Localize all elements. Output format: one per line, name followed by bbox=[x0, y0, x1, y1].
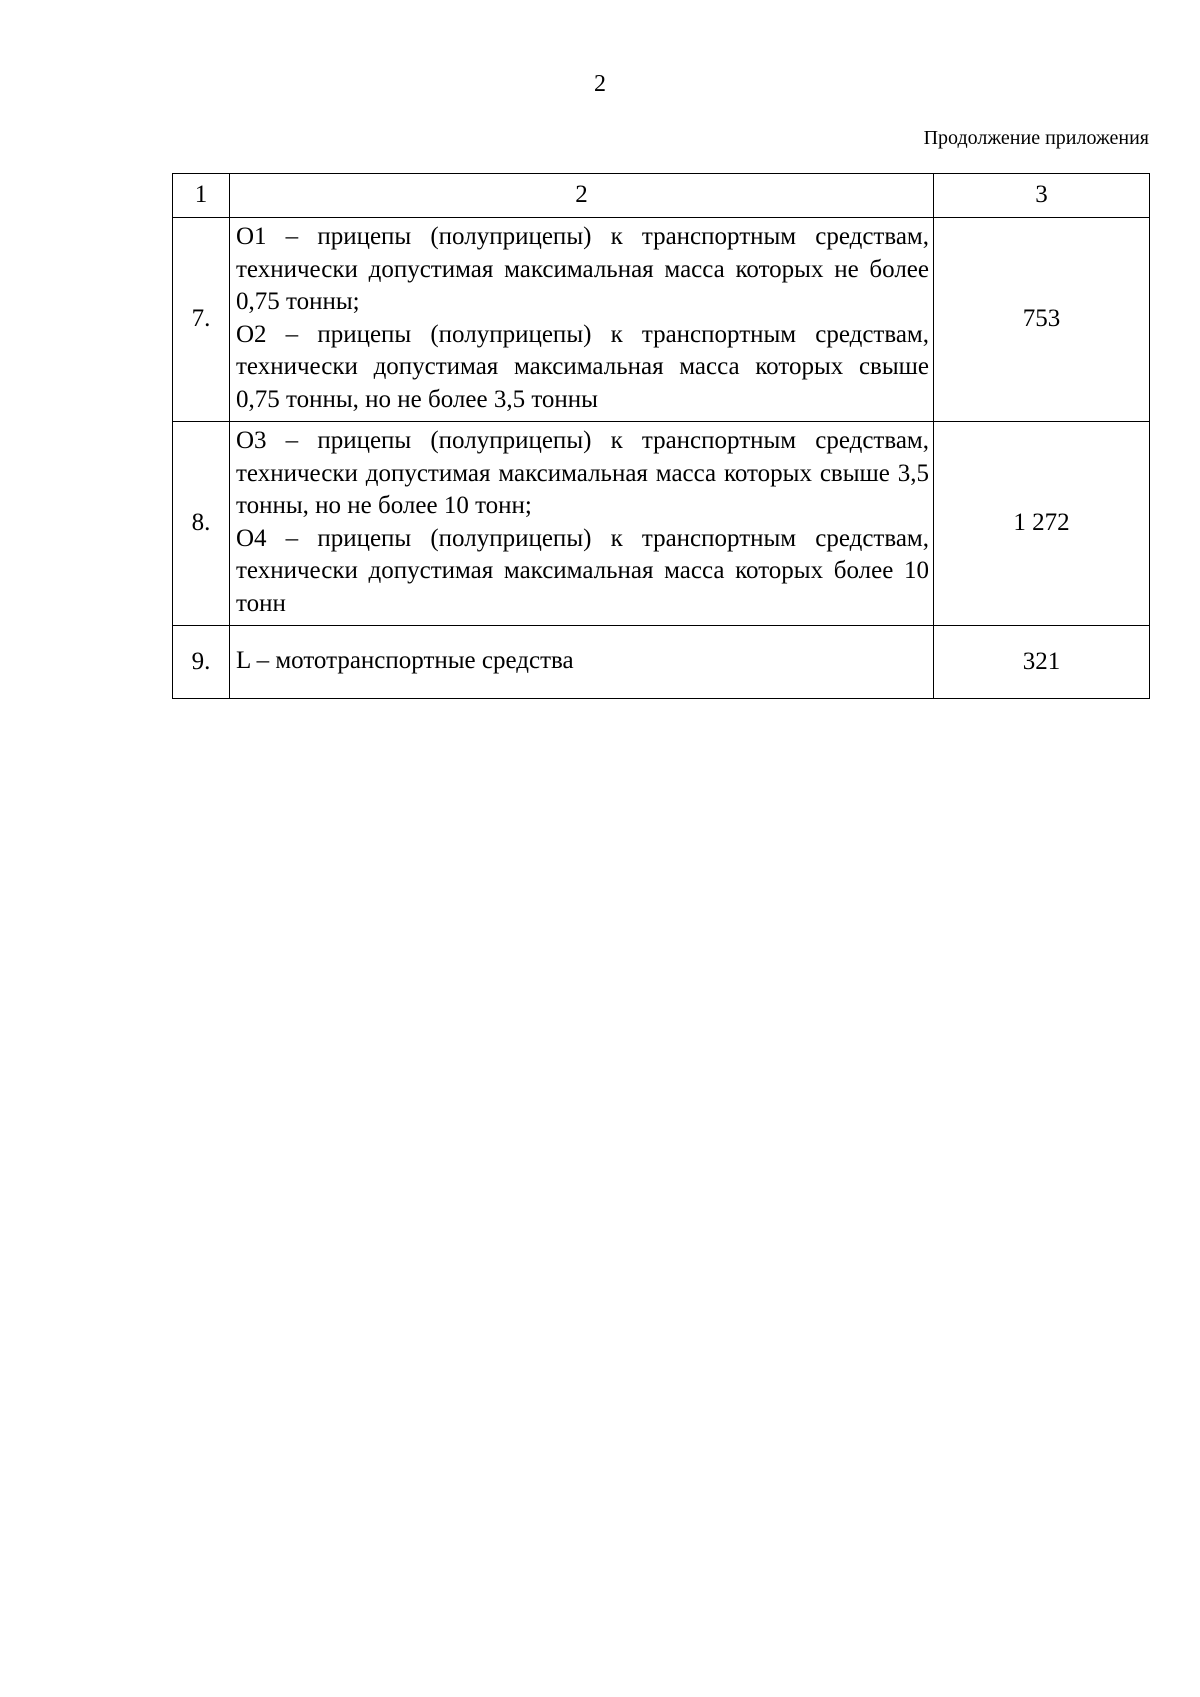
row-value: 1 272 bbox=[934, 422, 1150, 626]
row-value: 321 bbox=[934, 626, 1150, 699]
row-number: 7. bbox=[173, 218, 230, 422]
table-row bbox=[173, 218, 1150, 422]
table-header-row bbox=[173, 174, 1150, 218]
row-number: 9. bbox=[173, 626, 230, 699]
header-cell-2: 2 bbox=[230, 174, 934, 218]
fee-table bbox=[172, 173, 1150, 699]
description-line: О1 – прицепы (полуприцепы) к транспортным средствам, технически допустимая максимальная масса которых не более 0,75 тонны; bbox=[236, 223, 929, 315]
continuation-label: Продолжение приложения bbox=[923, 127, 1149, 149]
description-line: О3 – прицепы (полуприцепы) к транспортным средствам, технически допустимая максимальная масса которых свыше 3,5 тонны, но не более 10 тонн; bbox=[236, 427, 929, 519]
row-description bbox=[230, 626, 934, 699]
description-line: О4 – прицепы (полуприцепы) к транспортным средствам, технически допустимая максимальная масса которых более 10 тонн bbox=[236, 524, 929, 617]
page-number: 2 bbox=[594, 71, 606, 97]
row-number: 8. bbox=[173, 422, 230, 626]
table-row bbox=[173, 422, 1150, 626]
description-line: L – мототранспортные средства bbox=[236, 646, 574, 674]
table-row bbox=[173, 626, 1150, 699]
header-cell-1: 1 bbox=[173, 174, 230, 218]
header-cell-3: 3 bbox=[934, 174, 1150, 218]
row-description bbox=[230, 422, 934, 626]
row-description bbox=[230, 218, 934, 422]
description-line: О2 – прицепы (полуприцепы) к транспортным средствам, технически допустимая максимальная масса которых свыше 0,75 тонны, но не более 3,5 тонны bbox=[236, 320, 929, 413]
row-value: 753 bbox=[934, 218, 1150, 422]
